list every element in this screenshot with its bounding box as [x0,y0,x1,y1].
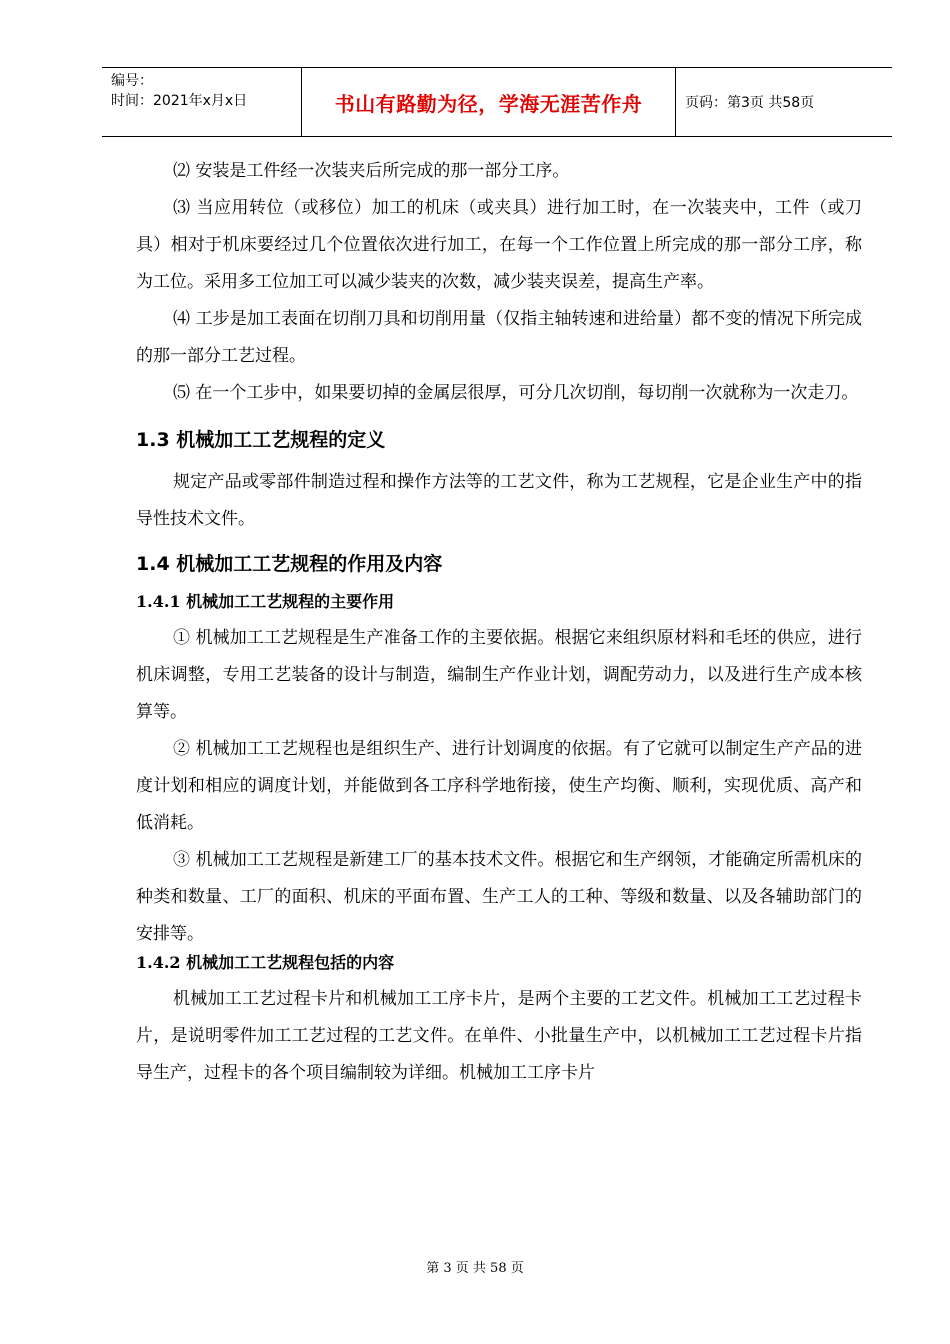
heading-1-4-2: 1.4.2 机械加工工艺规程包括的内容 [136,953,395,972]
heading-1-4-1: 1.4.1 机械加工工艺规程的主要作用 [136,592,395,611]
serial-label: 编号： [111,73,153,89]
paragraph-pass: ⑸ 在一个工步中，如果要切掉的金属层很厚，可分几次切削，每切削一次就称为一次走刀。 [173,383,859,403]
heading-1-3: 1.3 机械加工工艺规程的定义 [136,429,386,451]
time-label: 时间：2021年x月x日 [111,93,248,109]
header-table [102,67,892,137]
paragraph-role-2: ② 机械加工工艺规程也是组织生产、进行计划调度的依据。有了它就可以制定生产产品的进度计划和相应的调度计划，并能做到各工序科学地衔接，使生产均衡、顺利，实现优质、高产和低消耗。 [136,739,862,833]
document-body [136,152,862,1092]
page-footer: 第 3 页 共 58 页 [426,1261,524,1276]
paragraph-definition: 规定产品或零部件制造过程和操作方法等的工艺文件，称为工艺规程，它是企业生产中的指导性技术文件。 [136,472,862,529]
header-left-cell [102,68,302,136]
paragraph-step: ⑷ 工步是加工表面在切削刀具和切削用量（仅指主轴转速和进给量）都不变的情况下所完成的那一部分工艺过程。 [136,309,862,366]
paragraph-role-3: ③ 机械加工工艺规程是新建工厂的基本技术文件。根据它和生产纲领，才能确定所需机床的种类和数量、工厂的面积、机床的平面布置、生产工人的工种、等级和数量、以及各辅助部门的安排等。 [136,850,862,944]
paragraph-station: ⑶ 当应用转位（或移位）加工的机床（或夹具）进行加工时，在一次装夹中，工件（或刀具）相对于机床要经过几个位置依次进行加工，在每一个工作位置上所完成的那一部分工序，称为工位。采用多工位加工可以减少装夹的次数，减少装夹误差，提高生产率。 [136,198,862,292]
heading-1-4: 1.4 机械加工工艺规程的作用及内容 [136,553,443,575]
paragraph-install: ⑵ 安装是工件经一次装夹后所完成的那一部分工序。 [173,161,570,181]
page-info: 页码：第3页 共58页 [685,95,815,111]
paragraph-contents: 机械加工工艺过程卡片和机械加工工序卡片，是两个主要的工艺文件。机械加工工艺过程卡片，是说明零件加工工艺过程的工艺文件。在单件、小批量生产中，以机械加工工艺过程卡片指导生产，过程卡的各个项目编制较为详细。机械加工工序卡片 [136,989,862,1083]
paragraph-role-1: ① 机械加工工艺规程是生产准备工作的主要依据。根据它来组织原材料和毛坯的供应，进行机床调整，专用工艺装备的设计与制造，编制生产作业计划，调配劳动力，以及进行生产成本核算等。 [136,628,862,722]
motto: 书山有路勤为径，学海无涯苦作舟 [302,68,676,136]
